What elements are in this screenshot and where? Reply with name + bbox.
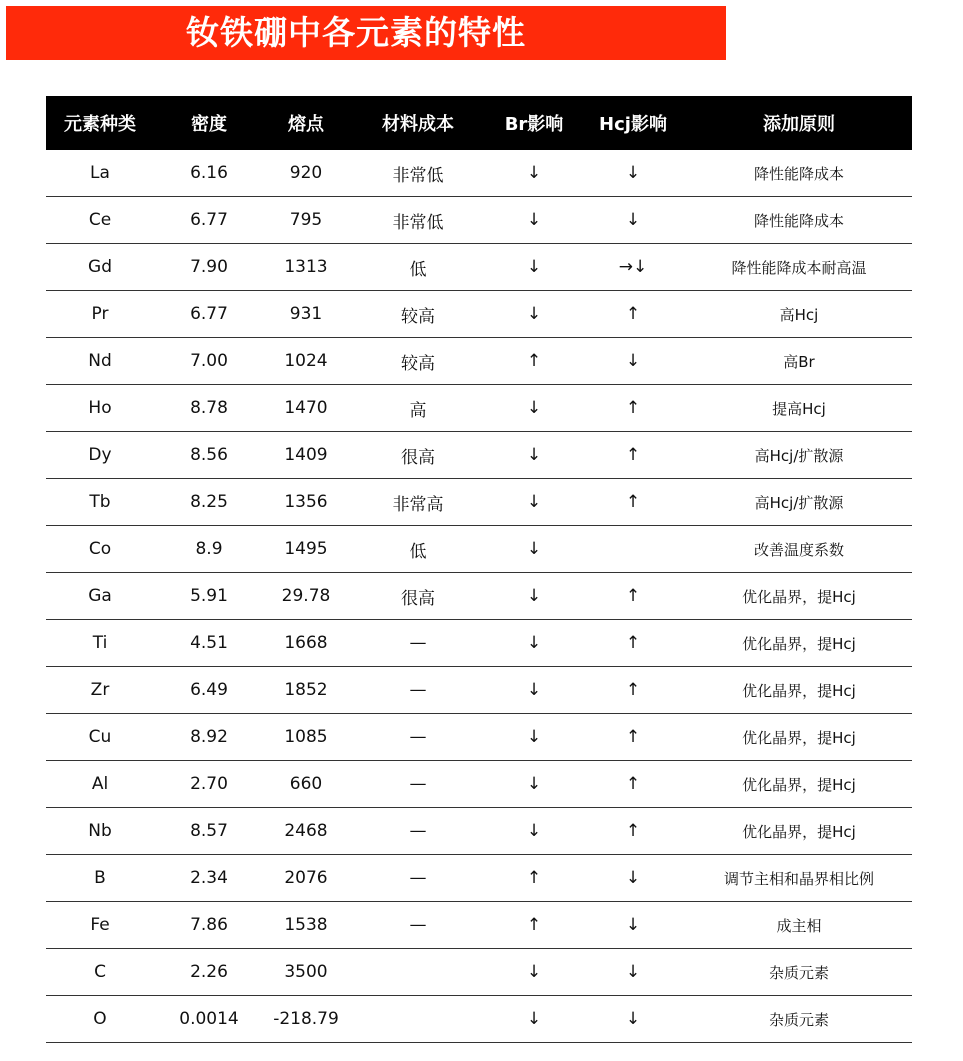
- header-addition-principle: 添加原则: [686, 96, 912, 150]
- cell-density: 2.26: [154, 949, 264, 996]
- table-row: [46, 244, 912, 291]
- table-row: [46, 714, 912, 761]
- cell-hcj-effect: ↓: [580, 150, 686, 197]
- cell-hcj-effect: ↓: [580, 197, 686, 244]
- cell-material-cost: 非常低: [348, 150, 488, 197]
- cell-hcj-effect: ↑: [580, 808, 686, 855]
- table-row: [46, 902, 912, 949]
- cell-melting-point: 1356: [264, 479, 348, 526]
- table-row: [46, 808, 912, 855]
- cell-density: 7.00: [154, 338, 264, 385]
- cell-melting-point: 1024: [264, 338, 348, 385]
- cell-element: Dy: [46, 432, 154, 479]
- cell-addition-principle: 高Hcj/扩散源: [686, 432, 912, 479]
- cell-hcj-effect: ↓: [580, 902, 686, 949]
- table-body: [46, 150, 912, 1043]
- header-hcj-effect: Hcj影响: [580, 96, 686, 150]
- cell-hcj-effect: ↑: [580, 291, 686, 338]
- table-row: [46, 432, 912, 479]
- cell-hcj-effect: ↑: [580, 479, 686, 526]
- cell-hcj-effect: ↑: [580, 573, 686, 620]
- cell-material-cost: —: [348, 855, 488, 902]
- cell-br-effect: ↓: [488, 761, 580, 808]
- cell-material-cost: 低: [348, 244, 488, 291]
- cell-melting-point: 1538: [264, 902, 348, 949]
- cell-material-cost: 非常高: [348, 479, 488, 526]
- cell-addition-principle: 优化晶界，提Hcj: [686, 808, 912, 855]
- cell-element: Ga: [46, 573, 154, 620]
- cell-melting-point: 1852: [264, 667, 348, 714]
- header-density: 密度: [154, 96, 264, 150]
- cell-material-cost: —: [348, 667, 488, 714]
- cell-melting-point: 1668: [264, 620, 348, 667]
- cell-element: Tb: [46, 479, 154, 526]
- cell-hcj-effect: ↑: [580, 667, 686, 714]
- cell-addition-principle: 高Hcj: [686, 291, 912, 338]
- cell-br-effect: ↓: [488, 244, 580, 291]
- cell-density: 2.34: [154, 855, 264, 902]
- header-material-cost: 材料成本: [348, 96, 488, 150]
- cell-br-effect: ↑: [488, 902, 580, 949]
- cell-density: 7.86: [154, 902, 264, 949]
- cell-density: 8.56: [154, 432, 264, 479]
- table-row: [46, 573, 912, 620]
- header-melting-point: 熔点: [264, 96, 348, 150]
- cell-br-effect: ↓: [488, 150, 580, 197]
- cell-density: 8.78: [154, 385, 264, 432]
- cell-melting-point: 931: [264, 291, 348, 338]
- cell-addition-principle: 优化晶界，提Hcj: [686, 620, 912, 667]
- cell-hcj-effect: ↑: [580, 432, 686, 479]
- cell-melting-point: 660: [264, 761, 348, 808]
- cell-br-effect: ↓: [488, 479, 580, 526]
- cell-material-cost: 较高: [348, 338, 488, 385]
- cell-melting-point: 2076: [264, 855, 348, 902]
- cell-material-cost: —: [348, 808, 488, 855]
- cell-br-effect: ↑: [488, 855, 580, 902]
- cell-element: Fe: [46, 902, 154, 949]
- cell-melting-point: 3500: [264, 949, 348, 996]
- cell-addition-principle: 改善温度系数: [686, 526, 912, 573]
- cell-melting-point: 920: [264, 150, 348, 197]
- cell-addition-principle: 调节主相和晶界相比例: [686, 855, 912, 902]
- cell-addition-principle: 高Hcj/扩散源: [686, 479, 912, 526]
- cell-addition-principle: 杂质元素: [686, 996, 912, 1043]
- cell-element: Co: [46, 526, 154, 573]
- cell-density: 8.57: [154, 808, 264, 855]
- cell-addition-principle: 降性能降成本: [686, 197, 912, 244]
- cell-element: Ce: [46, 197, 154, 244]
- cell-element: La: [46, 150, 154, 197]
- cell-density: 7.90: [154, 244, 264, 291]
- table-row: [46, 667, 912, 714]
- cell-melting-point: 1409: [264, 432, 348, 479]
- cell-material-cost: 低: [348, 526, 488, 573]
- cell-br-effect: ↓: [488, 385, 580, 432]
- cell-br-effect: ↓: [488, 291, 580, 338]
- cell-hcj-effect: ↑: [580, 761, 686, 808]
- cell-density: 2.70: [154, 761, 264, 808]
- table-row: [46, 996, 912, 1043]
- title-banner: [6, 6, 726, 60]
- cell-br-effect: ↓: [488, 573, 580, 620]
- cell-melting-point: -218.79: [264, 996, 348, 1043]
- cell-br-effect: ↓: [488, 949, 580, 996]
- cell-addition-principle: 优化晶界，提Hcj: [686, 714, 912, 761]
- cell-density: 8.92: [154, 714, 264, 761]
- cell-element: Cu: [46, 714, 154, 761]
- cell-material-cost: [348, 996, 488, 1043]
- header-element-type: 元素种类: [46, 96, 154, 150]
- cell-material-cost: [348, 949, 488, 996]
- cell-element: Pr: [46, 291, 154, 338]
- cell-element: Nb: [46, 808, 154, 855]
- cell-melting-point: 1495: [264, 526, 348, 573]
- cell-element: O: [46, 996, 154, 1043]
- cell-addition-principle: 降性能降成本耐高温: [686, 244, 912, 291]
- element-properties-table: [46, 96, 912, 1043]
- table-row: [46, 761, 912, 808]
- table-row: [46, 338, 912, 385]
- cell-br-effect: ↓: [488, 197, 580, 244]
- cell-hcj-effect: ↓: [580, 996, 686, 1043]
- cell-density: 5.91: [154, 573, 264, 620]
- cell-material-cost: 高: [348, 385, 488, 432]
- cell-addition-principle: 降性能降成本: [686, 150, 912, 197]
- cell-material-cost: 较高: [348, 291, 488, 338]
- cell-addition-principle: 成主相: [686, 902, 912, 949]
- cell-density: 6.77: [154, 197, 264, 244]
- table-row: [46, 150, 912, 197]
- cell-hcj-effect: ↑: [580, 714, 686, 761]
- cell-element: Ti: [46, 620, 154, 667]
- cell-element: Ho: [46, 385, 154, 432]
- cell-element: Nd: [46, 338, 154, 385]
- cell-br-effect: ↓: [488, 620, 580, 667]
- table-row: [46, 526, 912, 573]
- table-row: [46, 385, 912, 432]
- cell-hcj-effect: ↑: [580, 620, 686, 667]
- table-row: [46, 855, 912, 902]
- cell-br-effect: ↓: [488, 526, 580, 573]
- cell-density: 6.77: [154, 291, 264, 338]
- cell-element: Zr: [46, 667, 154, 714]
- cell-density: 4.51: [154, 620, 264, 667]
- cell-hcj-effect: ↓: [580, 949, 686, 996]
- cell-density: 6.49: [154, 667, 264, 714]
- page-title: 钕铁硼中各元素的特性: [186, 13, 526, 52]
- cell-br-effect: ↓: [488, 667, 580, 714]
- table-row: [46, 949, 912, 996]
- cell-hcj-effect: [580, 526, 686, 573]
- cell-hcj-effect: →↓: [580, 244, 686, 291]
- cell-hcj-effect: ↓: [580, 338, 686, 385]
- table-row: [46, 479, 912, 526]
- cell-element: Al: [46, 761, 154, 808]
- cell-element: Gd: [46, 244, 154, 291]
- table-header: [46, 96, 912, 150]
- cell-material-cost: —: [348, 714, 488, 761]
- cell-br-effect: ↑: [488, 338, 580, 385]
- cell-br-effect: ↓: [488, 996, 580, 1043]
- cell-density: 8.25: [154, 479, 264, 526]
- cell-br-effect: ↓: [488, 432, 580, 479]
- cell-hcj-effect: ↑: [580, 385, 686, 432]
- cell-melting-point: 1313: [264, 244, 348, 291]
- cell-material-cost: —: [348, 761, 488, 808]
- cell-addition-principle: 高Br: [686, 338, 912, 385]
- cell-hcj-effect: ↓: [580, 855, 686, 902]
- cell-material-cost: —: [348, 620, 488, 667]
- cell-material-cost: —: [348, 902, 488, 949]
- cell-addition-principle: 提高Hcj: [686, 385, 912, 432]
- table-row: [46, 291, 912, 338]
- cell-addition-principle: 优化晶界，提Hcj: [686, 761, 912, 808]
- cell-melting-point: 1085: [264, 714, 348, 761]
- header-row: [46, 96, 912, 150]
- cell-melting-point: 29.78: [264, 573, 348, 620]
- cell-addition-principle: 优化晶界，提Hcj: [686, 667, 912, 714]
- cell-material-cost: 很高: [348, 573, 488, 620]
- cell-material-cost: 很高: [348, 432, 488, 479]
- cell-melting-point: 795: [264, 197, 348, 244]
- cell-addition-principle: 优化晶界，提Hcj: [686, 573, 912, 620]
- cell-addition-principle: 杂质元素: [686, 949, 912, 996]
- cell-element: C: [46, 949, 154, 996]
- cell-melting-point: 2468: [264, 808, 348, 855]
- cell-material-cost: 非常低: [348, 197, 488, 244]
- cell-density: 0.0014: [154, 996, 264, 1043]
- cell-element: B: [46, 855, 154, 902]
- cell-br-effect: ↓: [488, 714, 580, 761]
- table-row: [46, 620, 912, 667]
- table-row: [46, 197, 912, 244]
- header-br-effect: Br影响: [488, 96, 580, 150]
- cell-melting-point: 1470: [264, 385, 348, 432]
- cell-density: 8.9: [154, 526, 264, 573]
- cell-density: 6.16: [154, 150, 264, 197]
- cell-br-effect: ↓: [488, 808, 580, 855]
